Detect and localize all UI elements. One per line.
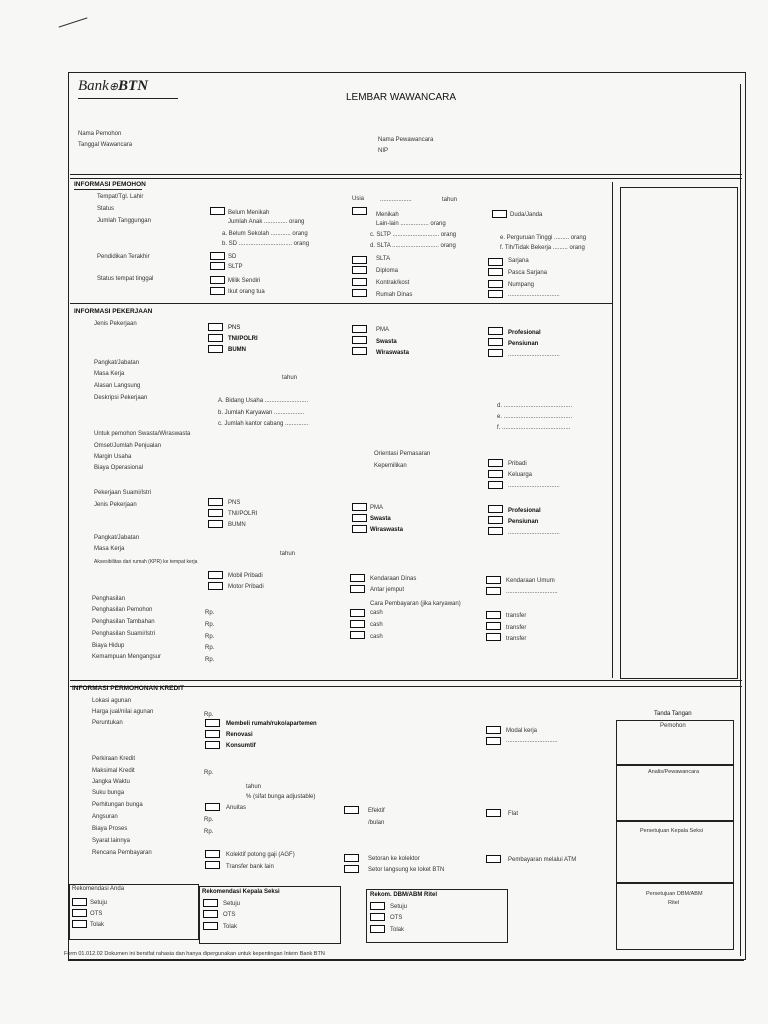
checkbox-job-lainnya[interactable] [488,349,503,357]
cash-1: cash [370,610,383,616]
transfer-3: transfer [506,636,527,642]
bayar-transfer-bank: Transfer bank lain [226,864,274,870]
checkbox-bumn[interactable] [208,345,223,353]
kepala-setuju: Setuju [223,901,241,907]
label-kepemilikan: Kepemilikan [374,463,407,469]
dbm-tolak: Tolak [390,927,405,933]
cash-3: cash [370,634,383,640]
label-nama-pemohon: Nama Pemohon [78,131,122,137]
checkbox-pns[interactable] [208,323,223,331]
bayar-kolektif: Kolektif potong gaji (AGF) [226,852,295,858]
label-margin: Margin Usaha [94,454,132,460]
job2-wiraswasta: Wiraswasta [370,527,403,533]
label-belum-menikah: Belum Menikah [228,210,270,216]
label-jumlah-anak: Jumlah Anak .............. orang [228,219,305,225]
checkbox-antar-jemput[interactable] [350,585,365,593]
signature-ritel-label: Ritel [668,900,680,906]
checkbox-rumah-dinas[interactable] [352,289,367,297]
anda-tolak: Tolak [90,922,105,928]
pen-mark [59,17,88,27]
checkbox-job2-lainnya[interactable] [488,527,503,535]
tinggal-kontrak: Kontrak/kost [376,280,410,286]
rp-pemohon: Rp. [205,610,215,616]
checkbox-setor-loket[interactable] [344,865,359,873]
rp-tambahan: Rp. [205,622,215,628]
checkbox-dbm-setuju[interactable] [370,902,385,910]
frame-right-inner [740,84,741,956]
footer-line [68,960,744,961]
label-peruntukan: Peruntukan [92,720,123,726]
checkbox-modal-kerja[interactable] [486,726,501,734]
label-biaya-hidup: Biaya Hidup [92,643,125,649]
label-usia: Usia [352,196,365,202]
dbm-setuju: Setuju [390,904,408,910]
checkbox-anuitas[interactable] [205,803,220,811]
job2-pensiunan: Pensiunan [508,519,539,525]
kepala-ots: OTS [223,912,236,918]
label-pendidikan: Pendidikan Terakhir [97,254,150,260]
rp-maksimal: Rp. [204,770,214,776]
checkbox-pma-2[interactable] [352,503,367,511]
kendaraan-mobil: Mobil Pribadi [228,573,263,579]
label-rencana: Rencana Pembayaran [92,850,152,856]
job-lainnya: ............................... [508,352,560,358]
job2-lainnya: ............................... [508,530,560,536]
job2-swasta: Swasta [370,516,391,522]
label-sltp-count: c. SLTP ............................ orang [370,232,457,238]
kendaraan-lainnya: ............................... [506,589,558,595]
section-pemohon-underline [74,189,142,190]
label-menikah: Menikah [376,212,399,218]
label-sd-count: b. SD ................................ orang [222,241,310,247]
checkbox-cash-1[interactable] [350,609,365,617]
checkbox-atm[interactable] [486,855,501,863]
checkbox-pns-2[interactable] [208,498,223,506]
transfer-2: transfer [506,625,527,631]
checkbox-kendaraan-lainnya[interactable] [486,587,501,595]
label-perhitungan: Perhitungan bunga [92,802,143,808]
edu-pasca-sarjana: Pasca Sarjana [508,270,548,276]
divider-pekerjaan [70,303,612,304]
job2-pns: PNS [228,500,241,506]
checkbox-profesional-2[interactable] [488,505,503,513]
checkbox-tinggal-lainnya[interactable] [488,290,503,298]
job2-bumn: BUMN [228,522,246,528]
label-harga: Harga jual/nilai agunan [92,709,154,715]
label-masa-tahun: tahun [282,375,298,381]
checkbox-wiraswasta[interactable] [352,347,367,355]
label-masa-kerja: Masa Kerja [94,371,125,377]
checkbox-menikah[interactable] [352,207,367,215]
rekomendasi-dbm-title: Rekom. DBM/ABM Ritel [370,892,438,898]
checkbox-tni[interactable] [208,334,223,342]
photo-box [620,187,738,679]
checkbox-slta[interactable] [352,256,367,264]
checkbox-transfer-1[interactable] [486,611,501,619]
job-tni: TNI/POLRI [228,336,258,342]
tinggal-lainnya: ............................... [508,292,560,298]
checkbox-peruntukan-lainnya[interactable] [486,737,501,745]
label-tidak-bekerja: f. Tih/Tidak Bekerja ......... orang [500,245,585,251]
bunga-efektif: Efektif [368,808,385,814]
kepemilikan-pribadi: Pribadi [508,461,527,467]
checkbox-pensiunan[interactable] [488,338,503,346]
job-profesional: Profesional [508,330,541,336]
label-suku: Suku bunga [92,790,125,796]
label-suami-istri: Pekerjaan Suami/Istri [94,490,152,496]
bayar-atm: Pembayaran melalui ATM [508,857,577,863]
label-d: d. ......................................... [497,403,573,409]
label-omset: Omset/Jumlah Penjualan [94,443,162,449]
checkbox-ikut-orang-tua[interactable] [210,287,225,295]
rp-angsuran: Rp. [204,817,214,823]
peruntukan-membeli: Membeli rumah/ruko/apartemen [226,721,317,727]
peruntukan-lainnya: ............................... [506,738,558,744]
checkbox-konsumtif[interactable] [205,741,220,749]
rp-biaya-proses: Rp. [204,829,214,835]
label-belum-sekolah: a. Belum Sekolah ............ orang [222,231,308,237]
tinggal-numpang: Numpang [508,282,535,288]
checkbox-keluarga[interactable] [488,470,503,478]
rekomendasi-kepala-title: Rekomendasi Kepala Seksi [202,889,280,895]
checkbox-belum-menikah[interactable] [210,207,225,215]
job-pma: PMA [376,327,390,333]
label-jumlah-tanggungan: Jumlah Tanggungan [97,218,151,224]
label-kemampuan: Kemampuan Mengangsur [92,654,162,660]
checkbox-anda-setuju[interactable] [72,898,87,906]
job2-pma: PMA [370,505,384,511]
job-bumn: BUMN [228,347,246,353]
job2-tni: TNI/POLRI [228,511,258,517]
label-perkiraan: Perkiraan Kredit [92,756,136,762]
job2-profesional: Profesional [508,508,541,514]
checkbox-sd[interactable] [210,252,225,260]
label-perguruan: e. Perguruan Tinggi ......... orang [500,235,587,241]
signature-dbm-label: Persetujuan DBM/ABM [646,891,703,897]
label-lain-lain: Lain-lain ................. orang [376,221,446,227]
rekomendasi-anda-title: Rekomendasi Anda [72,886,125,892]
checkbox-pensiunan-2[interactable] [488,516,503,524]
divider-kredit [70,680,742,681]
label-status: Status [97,206,115,212]
label-jangka: Jangka Waktu [92,779,130,785]
cash-2: cash [370,622,383,628]
checkbox-diploma[interactable] [352,266,367,274]
checkbox-cash-2[interactable] [350,620,365,628]
kepala-tolak: Tolak [223,924,238,930]
kepemilikan-lainnya: ............................... [508,483,560,489]
label-penghasilan: Penghasilan [92,596,126,602]
edu-diploma: Diploma [376,268,399,274]
checkbox-efektif[interactable] [344,806,359,814]
kendaraan-dinas: Kendaraan Dinas [370,576,417,582]
label-status-tempat: Status tempat tinggal [97,276,154,282]
checkbox-kepala-tolak[interactable] [203,922,218,930]
checkbox-transfer-bank[interactable] [205,861,220,869]
transfer-1: transfer [506,613,527,619]
signature-analis-label: Analis/Pewawancara [648,769,700,775]
tinggal-rumah-dinas: Rumah Dinas [376,292,413,298]
label-nip: NIP [378,148,389,154]
checkbox-flat[interactable] [486,809,501,817]
checkbox-setoran-kolektor[interactable] [344,854,359,862]
checkbox-dbm-tolak[interactable] [370,925,385,933]
job-pensiunan: Pensiunan [508,341,539,347]
label-lokasi: Lokasi agunan [92,698,132,704]
checkbox-bumn-2[interactable] [208,520,223,528]
checkbox-wiraswasta-2[interactable] [352,525,367,533]
label-penghasilan-suami: Penghasilan Suami/Istri [92,631,156,637]
kendaraan-antar-jemput: Antar jemput [370,587,405,593]
edu-slta: SLTA [376,256,391,262]
job-wiraswasta: Wiraswasta [376,350,409,356]
label-biaya-proses: Biaya Proses [92,826,128,832]
section-pekerjaan: INFORMASI PEKERJAAN [74,308,153,315]
label-jumlah-kantor: c. Jumlah kantor cabang .............. [218,421,309,427]
checkbox-kepemilikan-lainnya[interactable] [488,481,503,489]
checkbox-mobil-pribadi[interactable] [208,571,223,579]
checkbox-sltp[interactable] [210,262,225,270]
edu-sarjana: Sarjana [508,258,529,264]
label-duda: Duda/Janda [510,212,543,218]
section-pemohon: INFORMASI PEMOHON [74,181,146,188]
edu-sd: SD [228,254,237,260]
tinggal-ikut-orang-tua: Ikut orang tua [228,289,265,295]
label-tempat-lahir: Tempat/Tgl. Lahir [97,194,144,200]
label-maksimal: Maksimal Kredit [92,768,135,774]
bayar-setoran-kolektor: Setoran ke kolektor [368,856,420,862]
label-suku-note: % (sifat bunga adjustable) [246,794,316,800]
anda-ots: OTS [90,911,103,917]
label-nama-pewawancara: Nama Pewawancara [378,137,434,143]
kendaraan-umum: Kendaraan Umum [506,578,555,584]
logo-underline [78,98,178,99]
checkbox-kolektif[interactable] [205,850,220,858]
label-akses: Aksesibilitas dari rumah (KPR) ke tempat kerja [94,559,198,565]
page-title: LEMBAR WAWANCARA [346,92,457,103]
signature-kepala-label: Persetujuan Kepala Seksi [640,828,703,834]
rp-kemampuan: Rp. [205,657,215,663]
checkbox-kendaraan-dinas[interactable] [350,574,365,582]
divider-header [70,174,742,175]
label-jumlah-karyawan: b. Jumlah Karyawan .................. [218,410,305,416]
label-orientasi: Orientasi Pemasaran [374,451,431,457]
checkbox-kendaraan-umum[interactable] [486,576,501,584]
job-pns: PNS [228,325,241,331]
checkbox-pma[interactable] [352,325,367,333]
peruntukan-modal-kerja: Modal kerja [506,728,538,734]
checkbox-milik-sendiri[interactable] [210,276,225,284]
tinggal-milik-sendiri: Milik Sendiri [228,278,261,284]
checkbox-swasta[interactable] [352,336,367,344]
label-syarat: Syarat lainnya [92,838,131,844]
bayar-setor-loket: Setor langsung ke loket BTN [368,867,445,873]
checkbox-dbm-ots[interactable] [370,913,385,921]
checkbox-sarjana[interactable] [488,258,503,266]
footer-note: Form 01.012.02 Dokumen ini bersifat rahasia dan hanya dipergunakan untuk kepentingan Intern Bank BTN [64,951,325,957]
kepemilikan-keluarga: Keluarga [508,472,533,478]
label-penghasilan-tambahan: Penghasilan Tambahan [92,619,155,625]
checkbox-cash-3[interactable] [350,631,365,639]
checkbox-motor-pribadi[interactable] [208,582,223,590]
kendaraan-motor: Motor Pribadi [228,584,264,590]
checkbox-kepala-ots[interactable] [203,910,218,918]
rp-biaya-hidup: Rp. [205,645,215,651]
label-pangkat: Pangkat/Jabatan [94,360,140,366]
label-deskripsi: Deskripsi Pekerjaan [94,395,148,401]
checkbox-kontrak[interactable] [352,278,367,286]
peruntukan-konsumtif: Konsumtif [226,743,256,749]
label-pangkat-2: Pangkat/Jabatan [94,535,140,541]
peruntukan-renovasi: Renovasi [226,732,253,738]
label-bulan: /bulan [368,820,385,826]
label-alasan: Alasan Langsung [94,383,141,389]
label-jenis-pekerjaan-2: Jenis Pekerjaan [94,502,137,508]
label-bidang: A. Bidang Usaha .......................... [218,398,309,404]
checkbox-swasta-2[interactable] [352,514,367,522]
checkbox-pribadi[interactable] [488,459,503,467]
divider-header-2 [70,178,742,179]
bank-logo: Bank⊕BTN [78,78,149,94]
label-untuk-pemohon: Untuk pemohon Swasta/Wiraswasta [94,431,191,437]
label-slta-count: d. SLTA ............................ orang [370,243,456,249]
checkbox-tni-2[interactable] [208,509,223,517]
dbm-ots: OTS [390,915,403,921]
checkbox-pasca-sarjana[interactable] [488,268,503,276]
usia-dots: ................... [380,197,412,203]
rp-suami: Rp. [205,634,215,640]
label-masa-tahun-2: tahun [280,551,296,557]
edu-sltp: SLTP [228,264,243,270]
anda-setuju: Setuju [90,900,108,906]
label-tanggal-wawancara: Tanggal Wawancara [78,142,133,148]
checkbox-anda-ots[interactable] [72,909,87,917]
checkbox-anda-tolak[interactable] [72,920,87,928]
label-cara-bayar: Cara Pembayaran (jika karyawan) [370,601,461,607]
label-jangka-tahun: tahun [246,784,262,790]
content-right-border [612,182,613,678]
checkbox-numpang[interactable] [488,280,503,288]
checkbox-transfer-2[interactable] [486,622,501,630]
tanda-tangan-title: Tanda Tangan [654,711,692,717]
label-biaya-operasional: Biaya Operasional [94,465,144,471]
label-e: e. ......................................... [497,414,573,420]
label-masa-kerja-2: Masa Kerja [94,546,125,552]
bunga-anuitas: Anuitas [226,805,247,811]
checkbox-kepala-setuju[interactable] [203,899,218,907]
label-usia-tahun: tahun [442,197,458,203]
section-kredit: INFORMASI PERMOHONAN KREDIT [72,685,184,692]
checkbox-profesional[interactable] [488,327,503,335]
label-angsuran: Angsuran [92,814,118,820]
label-jenis-pekerjaan: Jenis Pekerjaan [94,321,137,327]
rp-harga: Rp. [204,712,214,718]
bunga-flat: Flat [508,811,519,817]
checkbox-membeli-rumah[interactable] [205,719,220,727]
checkbox-transfer-3[interactable] [486,633,501,641]
checkbox-duda[interactable] [492,210,507,218]
signature-pemohon-label: Pemohon [660,723,686,729]
label-penghasilan-pemohon: Penghasilan Pemohon [92,607,153,613]
checkbox-renovasi[interactable] [205,730,220,738]
job-swasta: Swasta [376,339,397,345]
label-f: f. ......................................... [497,425,571,431]
